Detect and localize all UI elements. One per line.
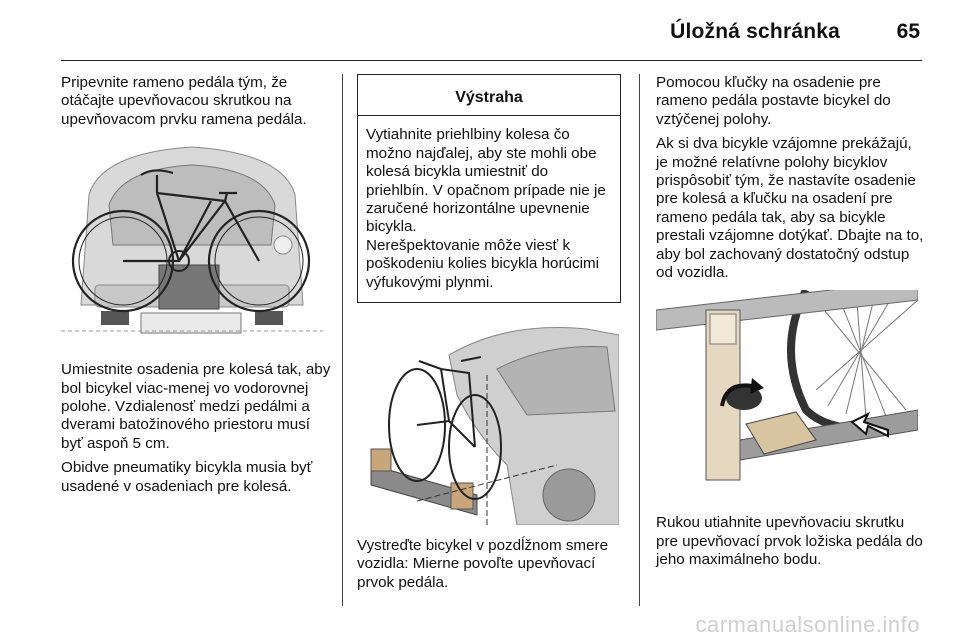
figure-bike-centering <box>357 315 622 525</box>
col1-paragraph-2: Umiestnite osadenia pre kolesá tak, aby bol bicykel viac-menej vo vodorovnej polohe. Vzdialenosť medzi pedálmi a dverami batožinového priestoru musí byť aspoň 5 cm. <box>61 361 331 452</box>
header-rule <box>61 60 922 61</box>
column-divider-2 <box>639 74 640 606</box>
column-divider-1 <box>342 74 343 606</box>
col1-paragraph-3: Obidve pneumatiky bicykla musia byť usadené v osadeniach pre kolesá. <box>61 459 313 495</box>
bike-on-carrier-rear-illustration <box>61 135 323 347</box>
column-1 <box>61 74 331 502</box>
col1-paragraph-1: Pripevnite rameno pedála tým, že otáčajte upevňovacou skrutkou na upevňovacom prvku ramena pedála. <box>61 74 307 128</box>
pedal-holder-closeup-illustration <box>656 290 918 500</box>
col3-paragraph-3: Rukou utiahnite upevňovaciu skrutku pre upevňovací prvok ložiska pedála do jeho maximálneho bodu. <box>656 514 923 569</box>
warning-text-2: Nerešpektovanie môže viesť k poškodeniu kolies bicykla horúcimi výfukovými plynmi. <box>366 236 599 291</box>
bike-centering-side-illustration <box>357 315 619 525</box>
warning-box <box>357 74 621 303</box>
col3-paragraph-1: Pomocou kľučky na osadenie pre rameno pedála postavte bicykel do vztýčenej polohy. <box>656 74 891 128</box>
column-2 <box>357 74 622 598</box>
col3-paragraph-2: Ak si dva bicykle vzájomne prekážajú, je možné relatívne polohy bicyklov prispôsobiť tým, že nastavíte osadenie pre kolesá a kľučku na osadení pre rameno pedála tak, aby sa bicykle prestali vzájomne dotýkať. Dbajte na to, aby bol zachovaný dostatočný odstup od vozidla. <box>656 135 924 282</box>
column-3 <box>656 74 924 576</box>
warning-text-1: Vytiahnite priehlbiny kolesa čo možno najďalej, aby ste mohli obe kolesá bicykla umiestniť do priehlbín. V opačnom prípade nie je zaručené horizontálne upevnenie bicykla. <box>366 126 606 236</box>
page-number: 65 <box>896 20 920 43</box>
figure-rear-bike-carrier <box>61 135 331 347</box>
page-header <box>0 0 960 60</box>
figure-pedal-holder <box>656 290 924 500</box>
col2-paragraph-1: Vystreďte bicykel v pozdĺžnom smere vozidla: Mierne povoľte upevňovací prvok pedála. <box>357 537 609 591</box>
warning-body <box>358 116 620 302</box>
page-title: Úložná schránka <box>670 20 840 43</box>
watermark-text: carmanualsonline.info <box>695 612 920 637</box>
warning-title: Výstraha <box>358 75 620 116</box>
